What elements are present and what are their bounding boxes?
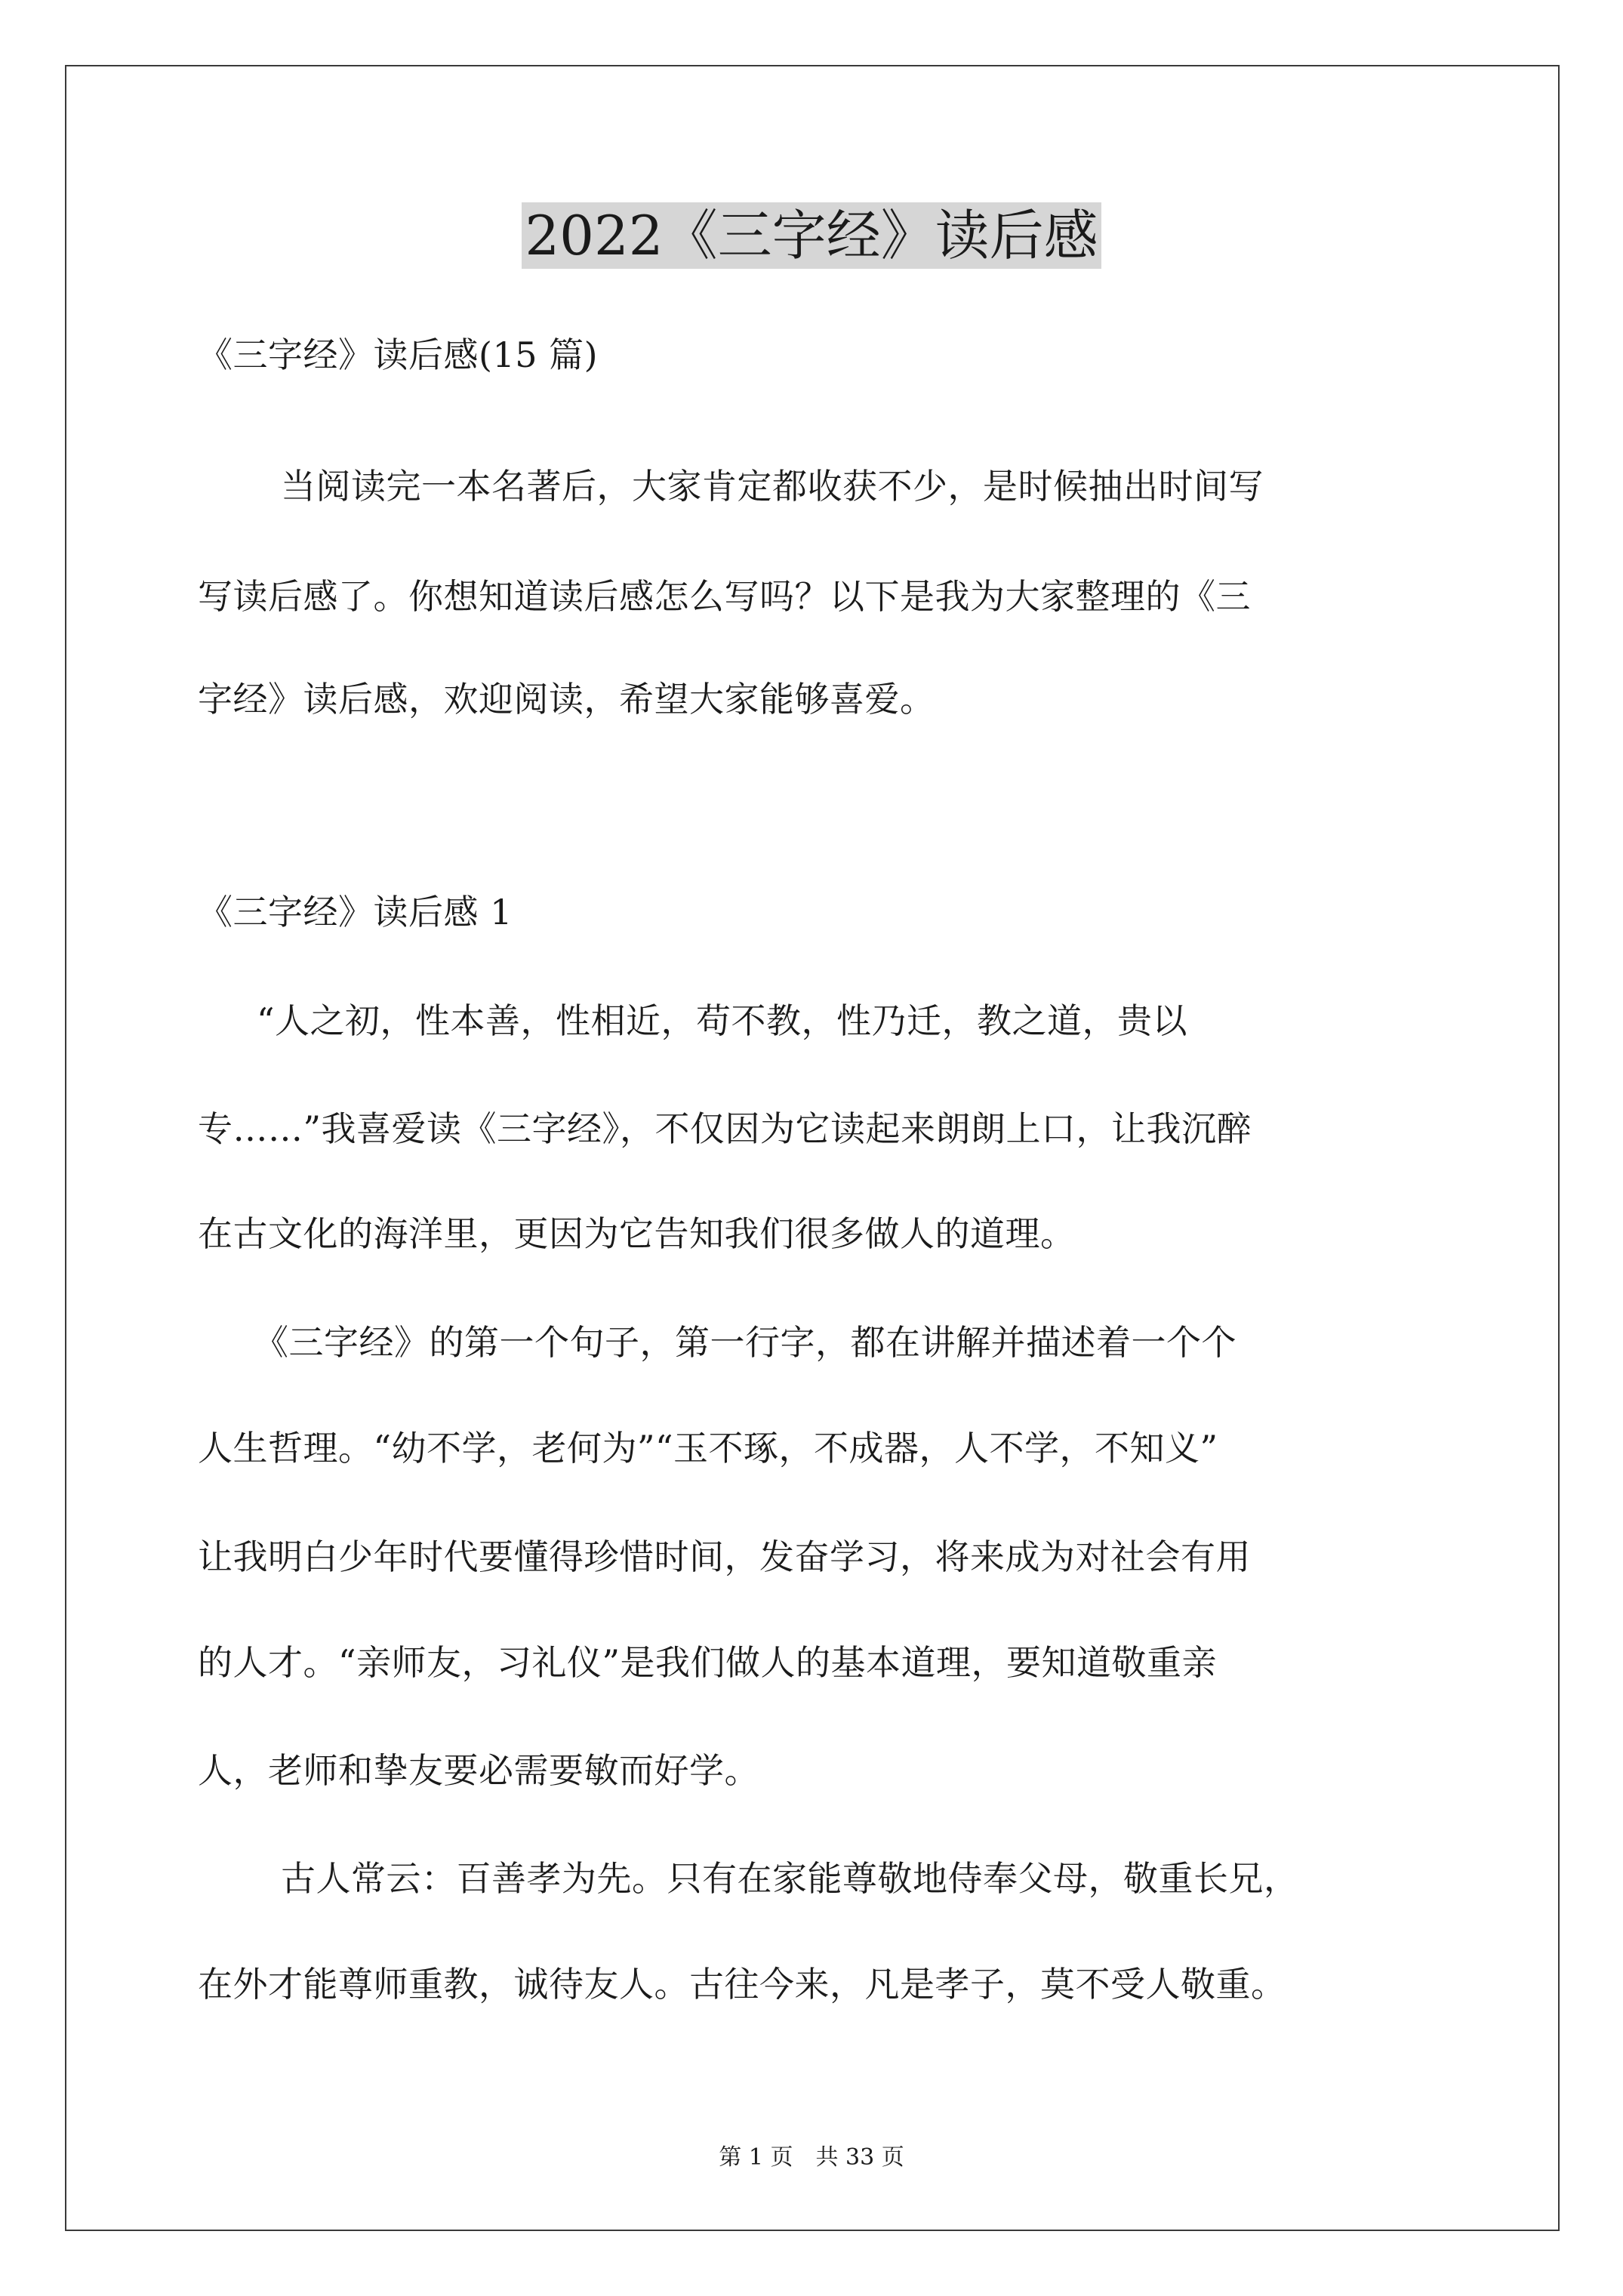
intro-line: 当阅读完一本名著后，大家肯定都收获不少，是时候抽出时间写 bbox=[281, 466, 1264, 507]
paragraph-line: 古人常云：百善孝为先。只有在家能尊敬地侍奉父母，敬重长兄， bbox=[281, 1858, 1299, 1899]
subtitle: 《三字经》读后感(15 篇) bbox=[198, 334, 599, 375]
paragraph-line: 在古文化的海洋里，更因为它告知我们很多做人的道理。 bbox=[198, 1213, 1076, 1254]
paragraph-line: 人，老师和挚友要必需要敏而好学。 bbox=[198, 1750, 759, 1791]
paragraph-line: 《三字经》的第一个句子，第一行字，都在讲解并描述着一个个 bbox=[254, 1322, 1236, 1363]
intro-line: 字经》读后感，欢迎阅读，希望大家能够喜爱。 bbox=[198, 679, 935, 720]
section-heading: 《三字经》读后感 1 bbox=[198, 892, 513, 932]
title-text: 2022《三字经》读后感 bbox=[522, 202, 1101, 269]
paragraph-line: 专……”我喜爱读《三字经》，不仅因为它读起来朗朗上口，让我沉醉 bbox=[198, 1108, 1252, 1149]
paragraph-line: “人之初，性本善，性相近，苟不教，性乃迁，教之道，贵以 bbox=[257, 1000, 1188, 1041]
paragraph-line: 在外才能尊师重教，诚待友人。古往今来，凡是孝子，莫不受人敬重。 bbox=[198, 1964, 1286, 2005]
intro-line: 写读后感了。你想知道读后感怎么写吗？以下是我为大家整理的《三 bbox=[198, 576, 1251, 617]
paragraph-line: 人生哲理。“幼不学，老何为”“玉不琢，不成器，人不学，不知义” bbox=[198, 1428, 1218, 1469]
paragraph-line: 的人才。“亲师友，习礼仪”是我们做人的基本道理，要知道敬重亲 bbox=[198, 1642, 1218, 1683]
document-title bbox=[0, 198, 1623, 273]
page-number: 第 1 页 共 33 页 bbox=[719, 2144, 904, 2171]
paragraph-line: 让我明白少年时代要懂得珍惜时间，发奋学习，将来成为对社会有用 bbox=[198, 1536, 1251, 1577]
